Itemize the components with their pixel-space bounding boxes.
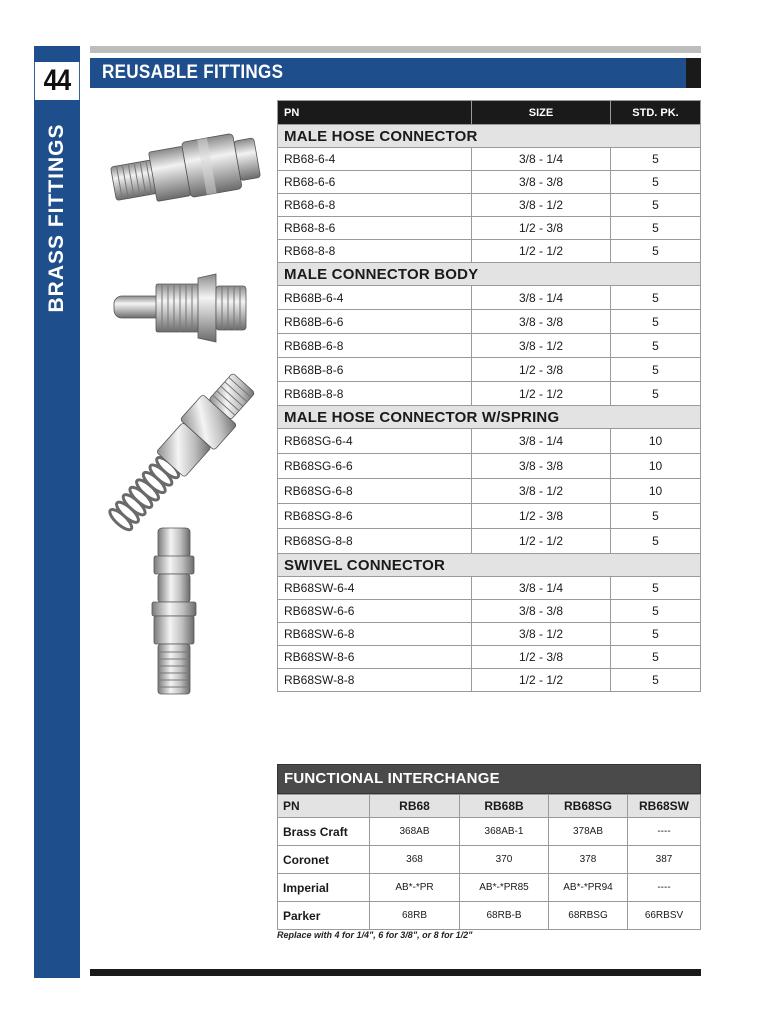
table-row xyxy=(278,217,701,240)
ic-brand: Coronet xyxy=(278,846,370,874)
section-title: MALE HOSE CONNECTOR W/SPRING xyxy=(278,406,701,429)
cell-std-pk: 5 xyxy=(611,623,701,646)
header-size: SIZE xyxy=(472,101,611,125)
cell-pn: RB68SW-6-6 xyxy=(278,600,472,623)
cell-size: 3/8 - 1/2 xyxy=(472,194,611,217)
bottom-rule xyxy=(90,969,701,976)
ic-cell: 370 xyxy=(460,846,549,874)
ic-cell: AB*-*PR xyxy=(370,874,460,902)
cell-std-pk: 5 xyxy=(611,577,701,600)
cell-std-pk: 10 xyxy=(611,429,701,454)
page-title: REUSABLE FITTINGS xyxy=(102,62,284,83)
ic-header-rb68b: RB68B xyxy=(460,795,549,818)
ic-brand: Brass Craft xyxy=(278,818,370,846)
cell-pn: RB68B-8-6 xyxy=(278,358,472,382)
ic-header-rb68: RB68 xyxy=(370,795,460,818)
table-row xyxy=(278,382,701,406)
ic-header-rb68sg: RB68SG xyxy=(549,795,628,818)
table-row xyxy=(278,310,701,334)
header-std-pk: STD. PK. xyxy=(611,101,701,125)
cell-pn: RB68B-6-6 xyxy=(278,310,472,334)
section-row xyxy=(278,406,701,429)
cell-pn: RB68SW-6-8 xyxy=(278,623,472,646)
cell-pn: RB68B-8-8 xyxy=(278,382,472,406)
cell-size: 3/8 - 1/4 xyxy=(472,148,611,171)
cell-size: 3/8 - 3/8 xyxy=(472,171,611,194)
section-row xyxy=(278,125,701,148)
section-row xyxy=(278,554,701,577)
top-rule xyxy=(90,46,701,53)
cell-pn: RB68-6-8 xyxy=(278,194,472,217)
table-row xyxy=(278,577,701,600)
ic-cell: 368 xyxy=(370,846,460,874)
swivel-connector-image xyxy=(146,526,206,696)
section-title: SWIVEL CONNECTOR xyxy=(278,554,701,577)
cell-size: 3/8 - 3/8 xyxy=(472,454,611,479)
interchange-row xyxy=(278,846,701,874)
cell-std-pk: 5 xyxy=(611,646,701,669)
ic-cell: 368AB xyxy=(370,818,460,846)
cell-pn: RB68B-6-4 xyxy=(278,286,472,310)
ic-brand: Parker xyxy=(278,902,370,930)
cell-size: 1/2 - 1/2 xyxy=(472,529,611,554)
interchange-table xyxy=(277,794,701,930)
table-row xyxy=(278,171,701,194)
table-row xyxy=(278,600,701,623)
cell-pn: RB68SG-6-6 xyxy=(278,454,472,479)
cell-std-pk: 5 xyxy=(611,194,701,217)
ic-cell: AB*-*PR85 xyxy=(460,874,549,902)
cell-std-pk: 5 xyxy=(611,669,701,692)
cell-size: 1/2 - 3/8 xyxy=(472,646,611,669)
ic-cell: AB*-*PR94 xyxy=(549,874,628,902)
product-table xyxy=(277,100,701,692)
cell-size: 3/8 - 1/2 xyxy=(472,623,611,646)
cell-std-pk: 10 xyxy=(611,454,701,479)
ic-cell: 378AB xyxy=(549,818,628,846)
cell-std-pk: 5 xyxy=(611,334,701,358)
cell-size: 3/8 - 1/2 xyxy=(472,479,611,504)
ic-cell: 66RBSV xyxy=(628,902,701,930)
cell-pn: RB68SG-8-8 xyxy=(278,529,472,554)
cell-std-pk: 5 xyxy=(611,600,701,623)
ic-header-pn: PN xyxy=(278,795,370,818)
section-title: MALE CONNECTOR BODY xyxy=(278,263,701,286)
cell-std-pk: 10 xyxy=(611,479,701,504)
ic-cell: 368AB-1 xyxy=(460,818,549,846)
male-hose-connector-spring-image xyxy=(94,372,264,538)
cell-std-pk: 5 xyxy=(611,286,701,310)
interchange-title: FUNCTIONAL INTERCHANGE xyxy=(277,764,701,794)
male-hose-connector-image xyxy=(106,128,266,210)
section-row xyxy=(278,263,701,286)
cell-std-pk: 5 xyxy=(611,240,701,263)
cell-std-pk: 5 xyxy=(611,217,701,240)
cell-size: 1/2 - 1/2 xyxy=(472,669,611,692)
table-header-row xyxy=(278,101,701,125)
footnote: Replace with 4 for 1/4", 6 for 3/8", or 8 for 1/2" xyxy=(277,930,473,940)
interchange-header-row xyxy=(278,795,701,818)
cell-std-pk: 5 xyxy=(611,171,701,194)
cell-pn: RB68SG-8-6 xyxy=(278,504,472,529)
ic-cell: 68RB xyxy=(370,902,460,930)
cell-size: 3/8 - 3/8 xyxy=(472,600,611,623)
interchange-row xyxy=(278,902,701,930)
cell-size: 3/8 - 1/4 xyxy=(472,429,611,454)
cell-std-pk: 5 xyxy=(611,148,701,171)
table-row xyxy=(278,429,701,454)
table-row xyxy=(278,669,701,692)
table-row xyxy=(278,334,701,358)
header-cap xyxy=(686,58,701,88)
cell-pn: RB68SW-6-4 xyxy=(278,577,472,600)
table-row xyxy=(278,286,701,310)
cell-size: 3/8 - 1/4 xyxy=(472,577,611,600)
cell-pn: RB68-6-4 xyxy=(278,148,472,171)
cell-std-pk: 5 xyxy=(611,310,701,334)
cell-pn: RB68SW-8-6 xyxy=(278,646,472,669)
cell-std-pk: 5 xyxy=(611,358,701,382)
male-connector-body-image xyxy=(110,272,250,344)
section-label: BRASS FITTINGS xyxy=(45,123,68,313)
table-row xyxy=(278,148,701,171)
cell-pn: RB68-8-8 xyxy=(278,240,472,263)
table-row xyxy=(278,240,701,263)
interchange-row xyxy=(278,874,701,902)
cell-size: 1/2 - 3/8 xyxy=(472,504,611,529)
cell-pn: RB68SW-8-8 xyxy=(278,669,472,692)
page-number: 44 xyxy=(35,62,79,100)
ic-brand: Imperial xyxy=(278,874,370,902)
table-row xyxy=(278,358,701,382)
cell-std-pk: 5 xyxy=(611,529,701,554)
interchange-section xyxy=(277,764,701,930)
ic-cell: 68RB-B xyxy=(460,902,549,930)
header-pn: PN xyxy=(278,101,472,125)
ic-header-rb68sw: RB68SW xyxy=(628,795,701,818)
ic-cell: 387 xyxy=(628,846,701,874)
ic-cell: 378 xyxy=(549,846,628,874)
cell-size: 1/2 - 1/2 xyxy=(472,382,611,406)
section-title: MALE HOSE CONNECTOR xyxy=(278,125,701,148)
cell-std-pk: 5 xyxy=(611,382,701,406)
cell-pn: RB68-6-6 xyxy=(278,171,472,194)
cell-pn: RB68SG-6-8 xyxy=(278,479,472,504)
cell-std-pk: 5 xyxy=(611,504,701,529)
interchange-row xyxy=(278,818,701,846)
cell-pn: RB68B-6-8 xyxy=(278,334,472,358)
cell-size: 3/8 - 1/4 xyxy=(472,286,611,310)
table-row xyxy=(278,529,701,554)
table-row xyxy=(278,454,701,479)
cell-pn: RB68SG-6-4 xyxy=(278,429,472,454)
cell-size: 1/2 - 1/2 xyxy=(472,240,611,263)
table-row xyxy=(278,194,701,217)
cell-size: 3/8 - 1/2 xyxy=(472,334,611,358)
cell-pn: RB68-8-6 xyxy=(278,217,472,240)
cell-size: 3/8 - 3/8 xyxy=(472,310,611,334)
cell-size: 1/2 - 3/8 xyxy=(472,217,611,240)
table-row xyxy=(278,479,701,504)
table-row xyxy=(278,646,701,669)
table-row xyxy=(278,504,701,529)
ic-cell: 68RBSG xyxy=(549,902,628,930)
cell-size: 1/2 - 3/8 xyxy=(472,358,611,382)
ic-cell: ---- xyxy=(628,818,701,846)
table-row xyxy=(278,623,701,646)
ic-cell: ---- xyxy=(628,874,701,902)
